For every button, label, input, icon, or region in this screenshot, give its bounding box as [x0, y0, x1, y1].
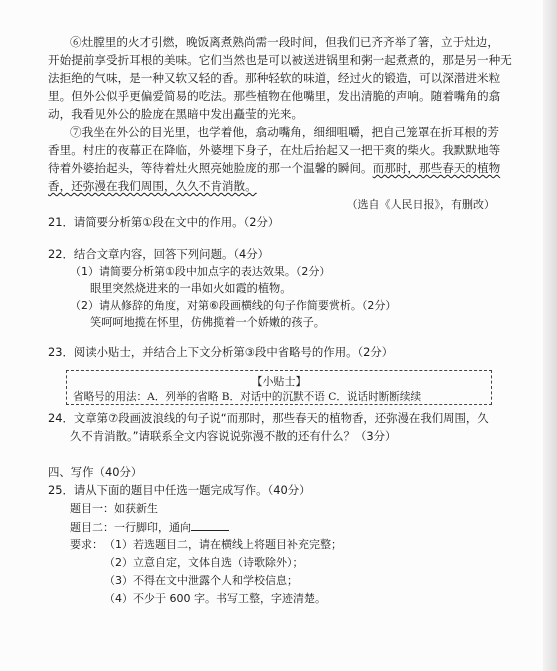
question-22-1: （1）请简要分析第①段中加点字的表达效果。（2分）	[70, 265, 331, 278]
requirement-1: （1）若选题目二，请在横线上将题目补充完整；	[104, 538, 342, 551]
p6-line-4: 里。但外公似乎更偏爱简易的吃法。那些植物在他嘴里，发出清脆的声响。随着嘴角的翕	[48, 89, 501, 103]
tip-box	[66, 370, 492, 405]
p6-line-1: ⑥灶膛里的火才引燃，晚饭离煮熟尚需一段时间，但我们已齐齐举了箸，立于灶边，	[70, 35, 499, 49]
topic-two	[70, 520, 229, 534]
p6-line-5: 动，我看见外公的脸庞在黑暗中发出矗莹的光来。	[48, 107, 304, 121]
requirement-4: （4）不少于 600 字。书写工整，字迹清楚。	[104, 592, 326, 605]
p6-line-2: 开始提前享受折耳根的美味。它们当然也是可以被送进锅里和粥一起煮煮的，那是另一种无	[48, 53, 512, 67]
requirements-label: 要求：	[70, 538, 103, 551]
tip-title: 【小贴士】	[251, 375, 307, 388]
p7-line-2: 香里。村庄的夜幕正在降临，外婆埋下身子，在灶后抬起又一把干爽的柴火。我默默地等	[48, 143, 501, 157]
question-25: 25．请从下面的题目中任选一题完成写作。（40分）	[48, 483, 311, 497]
question-24-line-2: 久不肯消散。”请联系全文内容说说弥漫不散的还有什么？（3分）	[70, 429, 397, 443]
p7-wavy-sentence-b: 香，还弥漫在我们周围，久久不肯消散。	[48, 179, 257, 193]
question-22: 22．结合文章内容，回答下列问题。（4分）	[48, 247, 270, 261]
topic-two-blank	[191, 520, 229, 531]
page-edge-shadow	[543, 0, 557, 671]
question-21: 21．请简要分析第①段在文中的作用。（2分）	[48, 215, 280, 229]
p7-wavy-sentence-a: 而那时，那些春天的植物	[372, 161, 501, 175]
source-note: （选自《人民日报》，有删改）	[346, 198, 495, 211]
question-22-2: （2）请从修辞的角度，对第⑥段画横线的句子作简要赏析。（2分）	[70, 299, 397, 312]
requirement-2: （2）立意自定，文体自选（诗歌除外）；	[104, 556, 304, 569]
p7-line-1: ⑦我坐在外公的目光里，也学着他，翕动嘴角，细细咀嚼，把自己笼罩在折耳根的芳	[70, 125, 499, 139]
tip-text: 省略号的用法：A．列举的省略 B．对话中的沉默不语 C．说话时断断续续	[73, 391, 422, 403]
topic-one: 题目一：如获新生	[70, 502, 158, 515]
question-24-line-1: 24．文章第⑦段画波浪线的句子说“而那时，那些春天的植物香，还弥漫在我们周围，久	[48, 411, 489, 425]
question-22-1-example: 眼里突然烧进来的一串如火如霞的植物。	[90, 282, 292, 295]
p6-line-3: 法拒绝的气味，是一种又软又轻的香。那种轻软的味道，经过火的锻造，可以深潜进米粒	[48, 71, 501, 85]
question-22-2-example: 笑呵呵地揽在怀里，仿佛揽着一个娇嫩的孩子。	[90, 316, 325, 329]
question-23: 23．阅读小贴士，并结合上下文分析第③段中省略号的作用。（2分）	[48, 345, 394, 359]
p7-line-3	[48, 162, 500, 175]
requirement-3: （3）不得在文中泄露个人和学校信息；	[104, 574, 298, 587]
writing-section-title: 四、写作（40分）	[48, 465, 143, 479]
p7-line-3-plain: 待着外婆抬起头，等待着灶火照亮她脸庞的那一个温馨的瞬间。	[48, 161, 373, 175]
topic-two-text: 题目二：一行脚印，通向	[70, 521, 191, 534]
